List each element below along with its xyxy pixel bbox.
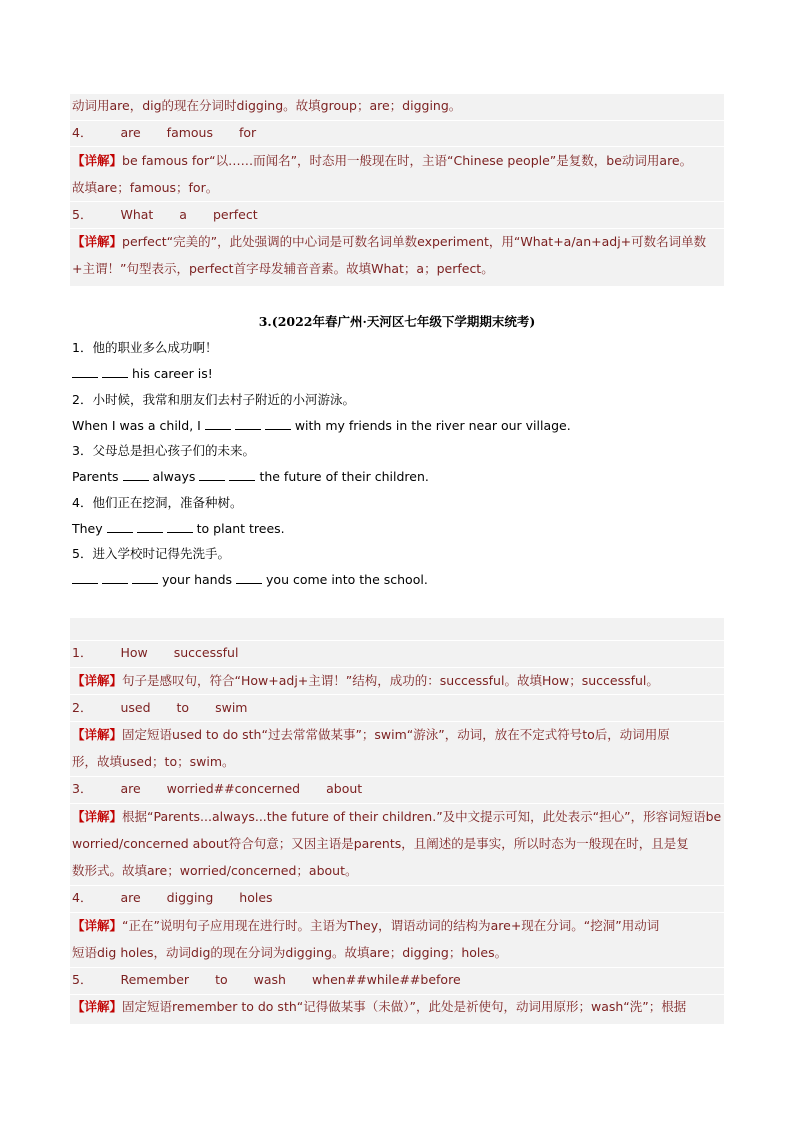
answer-word: Remember xyxy=(120,972,190,987)
blank[interactable] xyxy=(132,571,158,584)
explanation-line: 动词用are，dig的现在分词时digging。故填group；are；digging。 xyxy=(72,98,462,113)
question-text: with my friends in the river near our village. xyxy=(294,418,571,433)
answer-word: when##while##before xyxy=(311,972,461,987)
row-separator xyxy=(70,120,724,121)
detail-tag: 【详解】 xyxy=(72,153,123,168)
answer-word: for xyxy=(239,125,257,140)
explanation-text: 根据“Parents...always...the future of their children.”及中文提示可知，此处表示“担心”，形容词短语be xyxy=(122,809,722,824)
answer-word: are xyxy=(120,781,141,796)
answer-number: 1． xyxy=(72,645,93,660)
section-title: 3.(2022年春广州·天河区七年级下学期期末统考) xyxy=(258,314,536,329)
answer-word: digging xyxy=(166,890,214,905)
question-text: to plant trees. xyxy=(196,521,285,536)
explanation-line xyxy=(72,808,722,825)
answer-word: about xyxy=(326,781,363,796)
row-separator xyxy=(70,721,724,722)
blank[interactable] xyxy=(137,520,163,533)
row-separator xyxy=(70,803,724,804)
explanation-line: worried/concerned about符合句意；又因主语是parents，且阐述的是事实，所以时态为一般现在时，且是复 xyxy=(72,836,689,851)
answer-number: 5． xyxy=(72,207,93,222)
detail-tag: 【详解】 xyxy=(72,999,123,1014)
answer-word: wash xyxy=(253,972,286,987)
blank[interactable] xyxy=(167,520,193,533)
answer-row-2 xyxy=(72,699,722,716)
question-cn: 1．他的职业多么成功啊！ xyxy=(72,340,218,355)
answer-word: are xyxy=(120,125,141,140)
row-separator xyxy=(70,885,724,886)
explanation-line xyxy=(72,726,722,743)
row-separator xyxy=(70,694,724,695)
row-separator xyxy=(70,228,724,229)
question-cn: 5．进入学校时记得先洗手。 xyxy=(72,546,230,561)
explanation-text: be famous for“以……而闻名”，时态用一般现在时，主语“Chinese people”是复数，be动词用are。 xyxy=(122,153,693,168)
question-text: Parents xyxy=(72,469,119,484)
explanation-text: 固定短语used to do sth“过去常常做某事”；swim“游泳”，动词，放在不定式符号to后，动词用原 xyxy=(122,727,670,742)
answer-row-5 xyxy=(72,206,722,223)
blank[interactable] xyxy=(265,417,291,430)
answer-number: 3． xyxy=(72,781,93,796)
answer-row-5 xyxy=(72,971,722,988)
explanation-text: 句子是感叹句，符合“How+adj+主谓！”结构，成功的：successful。故填How；successful。 xyxy=(122,673,659,688)
explanation-text: perfect“完美的”，此处强调的中心词是可数名词单数experiment，用“What+a/an+adj+可数名词单数 xyxy=(122,234,707,249)
question-en xyxy=(72,520,722,537)
detail-tag: 【详解】 xyxy=(72,673,123,688)
detail-tag: 【详解】 xyxy=(72,234,123,249)
question-text: you come into the school. xyxy=(266,572,428,587)
blank[interactable] xyxy=(102,571,128,584)
blank[interactable] xyxy=(199,468,225,481)
explanation-line: 数形式。故填are；worried/concerned；about。 xyxy=(72,863,358,878)
blank[interactable] xyxy=(72,571,98,584)
answer-word: How xyxy=(120,645,148,660)
answer-word: successful xyxy=(173,645,239,660)
explanation-line xyxy=(72,152,722,169)
explanation-line xyxy=(72,672,722,689)
row-separator xyxy=(70,201,724,202)
question-text: his career is! xyxy=(132,366,213,381)
answer-word: to xyxy=(176,700,190,715)
explanation-text: “正在”说明句子应用现在进行时。主语为They，谓语动词的结构为are+现在分词。“挖洞”用动词 xyxy=(122,918,660,933)
row-separator xyxy=(70,640,724,641)
answer-word: to xyxy=(215,972,228,987)
blank[interactable] xyxy=(236,571,262,584)
answer-row-3 xyxy=(72,780,722,797)
question-text: When I was a child, I xyxy=(72,418,201,433)
answer-word: a xyxy=(179,207,187,222)
explanation-line: +主谓！”句型表示，perfect首字母发辅音音素。故填What；a；perfect。 xyxy=(72,261,494,276)
question-text: They xyxy=(72,521,103,536)
answer-word: used xyxy=(120,700,151,715)
question-cn: 4．他们正在挖洞，准备种树。 xyxy=(72,495,243,510)
answer-word: are xyxy=(120,890,141,905)
explanation-line xyxy=(72,233,722,250)
row-separator xyxy=(70,776,724,777)
question-en xyxy=(72,468,722,485)
blank[interactable] xyxy=(107,520,133,533)
explanation-line: 短语dig holes，动词dig的现在分词为digging。故填are；digging；holes。 xyxy=(72,945,508,960)
answer-word: What xyxy=(120,207,154,222)
blank[interactable] xyxy=(102,365,128,378)
answer-word: worried##concerned xyxy=(166,781,301,796)
question-text: the future of their children. xyxy=(259,469,429,484)
detail-tag: 【详解】 xyxy=(72,918,123,933)
answer-row-4 xyxy=(72,889,722,906)
answer-row-4 xyxy=(72,124,722,141)
blank[interactable] xyxy=(123,468,149,481)
answer-word: famous xyxy=(166,125,213,140)
answer-word: holes xyxy=(239,890,273,905)
row-separator xyxy=(70,146,724,147)
row-separator xyxy=(70,994,724,995)
answer-row-1 xyxy=(72,644,722,661)
question-en xyxy=(72,365,722,382)
answer-word: swim xyxy=(215,700,248,715)
question-cn: 3．父母总是担心孩子们的未来。 xyxy=(72,443,255,458)
question-en xyxy=(72,571,722,588)
answer-number: 5． xyxy=(72,972,93,987)
answer-number: 4． xyxy=(72,890,93,905)
row-separator xyxy=(70,667,724,668)
blank[interactable] xyxy=(205,417,231,430)
detail-tag: 【详解】 xyxy=(72,727,123,742)
row-separator xyxy=(70,912,724,913)
answer-number: 4． xyxy=(72,125,93,140)
row-separator xyxy=(70,967,724,968)
explanation-line: 故填are；famous；for。 xyxy=(72,180,219,195)
blank[interactable] xyxy=(235,417,261,430)
explanation-line xyxy=(72,917,722,934)
question-cn: 2．小时候，我常和朋友们去村子附近的小河游泳。 xyxy=(72,392,355,407)
explanation-line xyxy=(72,998,722,1015)
explanation-line: 形，故填used；to；swim。 xyxy=(72,754,235,769)
question-text: always xyxy=(152,469,196,484)
detail-tag: 【详解】 xyxy=(72,809,123,824)
question-text: your hands xyxy=(162,572,233,587)
answer-word: perfect xyxy=(212,207,258,222)
explanation-text: 固定短语remember to do sth“记得做某事（未做）”，此处是祈使句，动词用原形；wash“洗”；根据 xyxy=(122,999,687,1014)
answer-number: 2． xyxy=(72,700,93,715)
question-en xyxy=(72,417,722,434)
blank[interactable] xyxy=(229,468,255,481)
blank[interactable] xyxy=(72,365,98,378)
